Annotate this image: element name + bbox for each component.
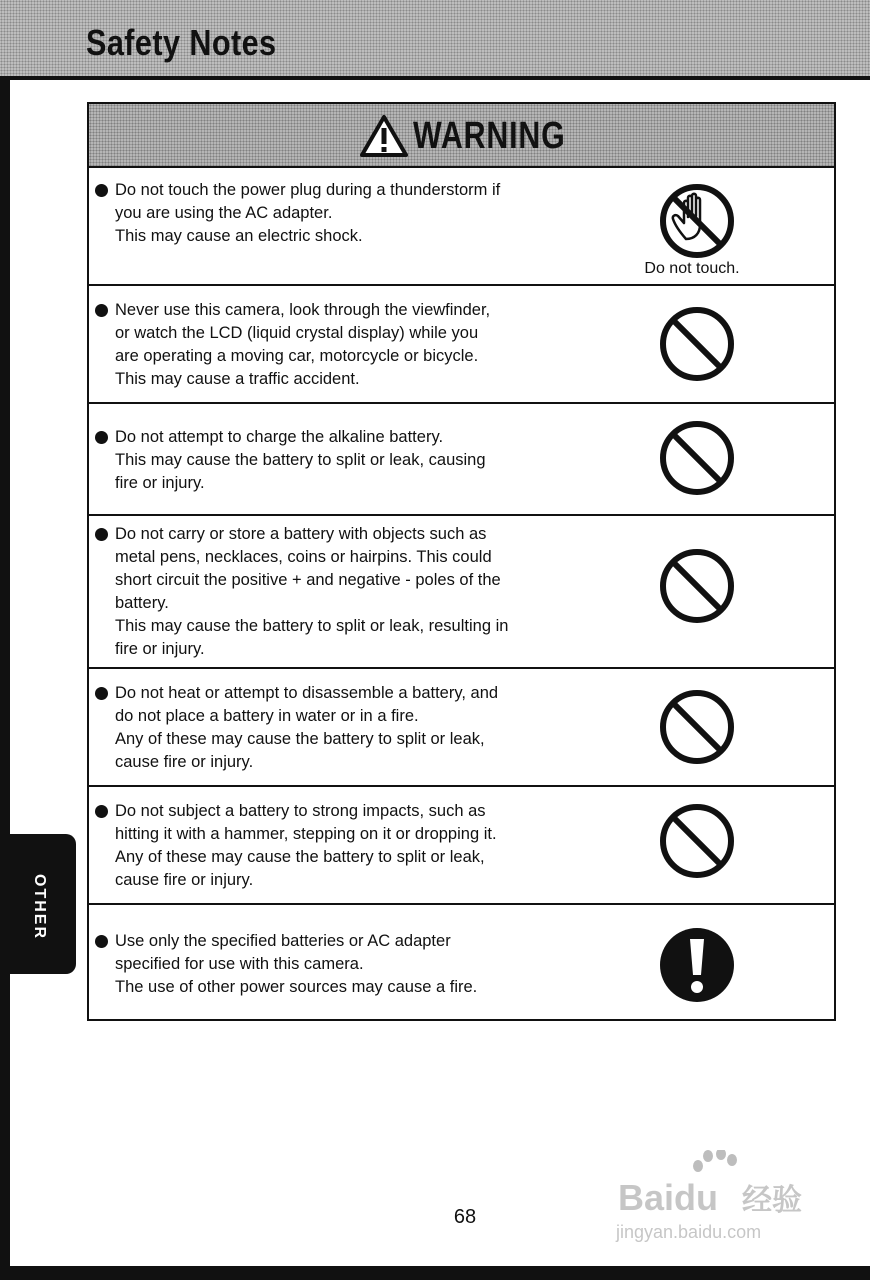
warning-triangle-icon [359,114,409,158]
section-tab-label: OTHER [31,874,48,940]
text-line: do not place a battery in water or in a fire. [115,707,419,725]
text-line: This may cause the battery to split or leak, causing [115,451,486,469]
text-line: hitting it with a hammer, stepping on it or dropping it. [115,825,497,843]
watermark-url: jingyan.baidu.com [616,1222,762,1242]
bullet-icon [95,528,108,541]
warning-item [89,286,834,404]
text-line: The use of other power sources may cause a fire. [115,978,478,996]
text-line: Do not subject a battery to strong impacts, such as [115,802,486,820]
text-line: metal pens, necklaces, coins or hairpins. This could [115,548,492,566]
warning-item [89,516,834,669]
text-line: This may cause an electric shock. [115,227,363,245]
warning-item-text [95,523,565,661]
text-line: specified for use with this camera. [115,955,364,973]
page-title: Safety Notes [86,22,277,63]
text-line: Any of these may cause the battery to split or leak, [115,848,485,866]
prohibition-icon [657,304,737,384]
warning-item-text [95,800,565,892]
bottom-edge-border [0,1266,870,1280]
prohibition-icon [657,546,737,626]
prohibition-icon [657,687,737,767]
text-line: Do not carry or store a battery with objects such as [115,525,487,543]
warning-title: WARNING [413,114,566,157]
text-line: Do not attempt to charge the alkaline battery. [115,428,444,446]
baidu-paw-logo-icon [612,1150,822,1250]
bullet-icon [95,304,108,317]
left-edge-border [0,76,10,1266]
bullet-icon [95,805,108,818]
bullet-icon [95,935,108,948]
warning-item [89,404,834,516]
text-line: short circuit the positive + and negative - poles of the [115,571,501,589]
text-line: Use only the specified batteries or AC adapter [115,932,451,950]
text-line: Any of these may cause the battery to split or leak, [115,730,485,748]
warning-header [89,104,834,168]
section-tab [0,834,76,974]
watermark-brand: Baidu [618,1177,719,1218]
text-line: Never use this camera, look through the viewfinder, [115,301,491,319]
warning-item [89,669,834,787]
warning-item [89,168,834,286]
warning-box [87,102,836,1021]
text-line: you are using the AC adapter. [115,204,333,222]
text-line: are operating a moving car, motorcycle or bicycle. [115,347,479,365]
text-line: Do not heat or attempt to disassemble a battery, and [115,684,499,702]
warning-item-text [95,179,565,248]
text-line: fire or injury. [115,640,205,658]
warning-item [89,787,834,905]
bullet-icon [95,687,108,700]
header-band [0,0,870,80]
text-line: fire or injury. [115,474,205,492]
prohibition-icon [657,418,737,498]
do-not-touch-icon [657,181,737,261]
watermark-text-cn: 经验 [742,1184,802,1217]
text-line: battery. [115,594,169,612]
text-line: Do not touch the power plug during a thunderstorm if [115,181,501,199]
text-line: This may cause a traffic accident. [115,370,360,388]
prohibition-icon [657,801,737,881]
warning-item-text [95,299,565,391]
text-line: cause fire or injury. [115,753,254,771]
warning-item [89,905,834,1019]
text-line: This may cause the battery to split or leak, resulting in [115,617,509,635]
warning-item-text [95,930,565,999]
text-line: cause fire or injury. [115,871,254,889]
bullet-icon [95,431,108,444]
bullet-icon [95,184,108,197]
warning-item-text [95,682,565,774]
mandatory-exclamation-icon [657,925,737,1005]
page-number: 68 [453,1206,477,1228]
text-line: or watch the LCD (liquid crystal display) while you [115,324,479,342]
baidu-watermark [612,1150,822,1250]
warning-item-text [95,426,565,495]
symbol-caption: Do not touch. [644,260,740,277]
